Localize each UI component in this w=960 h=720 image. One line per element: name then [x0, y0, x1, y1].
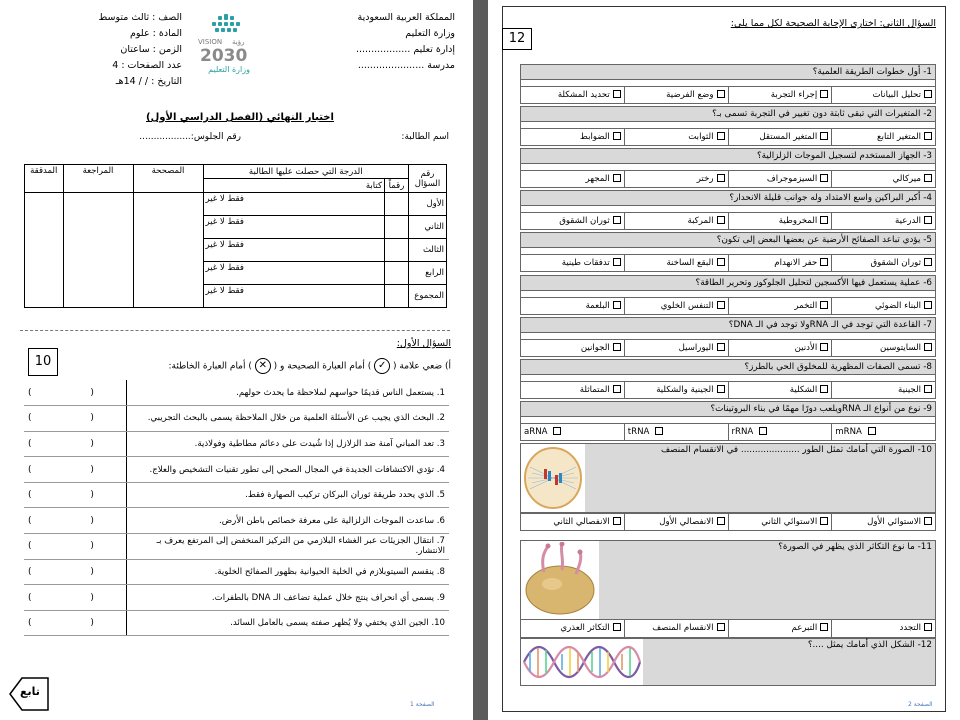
- options-row: [520, 86, 936, 104]
- grades-cell[interactable]: [385, 239, 409, 262]
- statement: 5. الذي يحدد طريقة ثوران البركان تركيب الصهارة فقط.: [126, 482, 449, 508]
- answer-brackets[interactable]: ( ): [24, 457, 126, 483]
- grades-header: المصححة: [133, 165, 203, 193]
- checkbox[interactable]: [717, 623, 725, 631]
- option-label: البناء الضوئي: [874, 300, 921, 311]
- option[interactable]: [728, 424, 832, 440]
- statement: 8. ينقسم السيتوبلازم في الخلية الحيوانية بظهور الصفائح الخلوية.: [126, 559, 449, 585]
- grades-subheader: كتابة: [203, 179, 384, 193]
- option[interactable]: [624, 424, 728, 440]
- checkbox[interactable]: [924, 343, 932, 351]
- question-11: [520, 540, 936, 620]
- statement: 2. البحث الذي يجيب عن الأسئلة العلمية من خلال الملاحظة يسمى بالبحث التجريبي.: [126, 406, 449, 432]
- checkbox[interactable]: [717, 132, 725, 140]
- grades-writing-cell[interactable]: فقط لا غير: [203, 216, 384, 239]
- option-label: التخمر: [794, 300, 818, 311]
- statement: 10. الجين الذي يختفي ولا يُظهر صفته يسمى بالعامل السائد.: [126, 610, 449, 636]
- question-text: 6- عملية يستعمل فيها الأكسجين لتحليل الجلوكوز وتحرير الطاقة؟: [520, 275, 936, 291]
- question-6: [520, 275, 936, 315]
- option-label: المتغير المستقل: [759, 132, 818, 143]
- option-label: البلعمة: [585, 300, 610, 311]
- option[interactable]: [831, 87, 935, 103]
- cross-mark-icon: ✕: [255, 358, 271, 374]
- instruction-text: ) أمام العبارة الخاطئة:: [168, 361, 252, 372]
- option-label: الدرعية: [895, 216, 921, 227]
- question-10-options: [520, 513, 936, 531]
- question-text: 5- يؤدي تباعد الصفائح الأرضية عن بعضها البعض إلى تكون؟: [520, 232, 936, 248]
- header-exam-info: [72, 10, 182, 90]
- checkbox[interactable]: [820, 385, 828, 393]
- option[interactable]: [728, 87, 832, 103]
- option[interactable]: [728, 340, 832, 356]
- check-mark-icon: ✓: [374, 358, 390, 374]
- checkbox[interactable]: [924, 216, 932, 224]
- header-line: الصف : ثالث متوسط: [98, 12, 182, 23]
- option-label: mRNA: [835, 426, 862, 437]
- grades-cell[interactable]: [25, 193, 64, 308]
- option[interactable]: [728, 382, 832, 398]
- question-11-options: [520, 620, 936, 638]
- option[interactable]: [521, 382, 624, 398]
- grades-row-label: المجموع: [409, 285, 447, 308]
- vision-2030-logo: [196, 14, 254, 78]
- option-label: الجوانين: [580, 342, 610, 353]
- checkbox[interactable]: [613, 174, 621, 182]
- answer-brackets[interactable]: ( ): [24, 585, 126, 611]
- checkbox[interactable]: [717, 385, 725, 393]
- option-label: tRNA: [627, 426, 650, 437]
- table-row: [24, 482, 449, 508]
- option[interactable]: الاستوائي الأول: [831, 514, 935, 530]
- checkbox[interactable]: [613, 385, 621, 393]
- option[interactable]: التبرعم: [728, 620, 832, 637]
- checkbox[interactable]: [717, 90, 725, 98]
- exam-page-2: [488, 0, 960, 720]
- table-row: [24, 380, 449, 406]
- checkbox[interactable]: [613, 343, 621, 351]
- grades-writing-cell[interactable]: فقط لا غير: [203, 262, 384, 285]
- svg-text:VISION: VISION: [198, 38, 223, 46]
- checkbox[interactable]: [820, 132, 828, 140]
- section-divider: [20, 330, 450, 331]
- question-2-heading: السؤال الثاني: اختاري الإجابة الصحيحة لكل مما يلي:: [730, 18, 936, 29]
- option[interactable]: [624, 382, 728, 398]
- option[interactable]: الانفصالي الأول: [624, 514, 728, 530]
- answer-brackets[interactable]: ( ): [24, 482, 126, 508]
- checkbox[interactable]: [717, 258, 725, 266]
- checkbox[interactable]: [759, 427, 767, 435]
- option[interactable]: [521, 340, 624, 356]
- statement: 9. يسمى أي انحراف ينتج خلال عملية تضاعف الـ DNA بالطفرات.: [126, 585, 449, 611]
- page-number: الصفحة 2: [908, 701, 933, 708]
- exam-title: اختبار النهائي (الفصل الدراسي الأول): [146, 112, 334, 123]
- svg-text:رؤية: رؤية: [232, 38, 245, 46]
- meiosis-cell-image: [522, 445, 584, 511]
- option[interactable]: [728, 129, 832, 145]
- option[interactable]: [521, 87, 624, 103]
- checkbox[interactable]: [924, 517, 932, 525]
- checkbox[interactable]: [924, 301, 932, 309]
- question-text: 7- القاعدة التي توجد في الـ RNAولا توجد في الـ DNA؟: [520, 317, 936, 333]
- grades-writing-cell[interactable]: فقط لا غير: [203, 285, 384, 308]
- option-label: السايتوسين: [879, 342, 921, 353]
- grades-row-label: الثاني: [409, 216, 447, 239]
- options-row: [520, 423, 936, 441]
- seat-number-field[interactable]: رقم الجلوس:..................: [139, 132, 241, 142]
- question-3: [520, 148, 936, 188]
- option[interactable]: [831, 340, 935, 356]
- option[interactable]: [521, 424, 624, 440]
- option-label: rRNA: [731, 426, 754, 437]
- question-12: [520, 638, 936, 686]
- question-4: [520, 190, 936, 230]
- grades-row-label: الرابع: [409, 262, 447, 285]
- grades-cell[interactable]: [133, 193, 203, 308]
- question-10: [520, 443, 936, 513]
- grades-table: [24, 164, 447, 308]
- answer-brackets[interactable]: ( ): [24, 508, 126, 534]
- student-name-field[interactable]: اسم الطالبة:: [401, 132, 449, 142]
- option-label: رختر: [696, 174, 714, 185]
- checkbox[interactable]: [820, 174, 828, 182]
- table-row: [24, 585, 449, 611]
- grades-writing-cell[interactable]: فقط لا غير: [203, 193, 384, 216]
- option-label: ثوران الشقوق: [870, 258, 921, 269]
- option-label: ميركالي: [892, 174, 921, 185]
- grades-header: المدققة: [25, 165, 64, 193]
- statement: 1. يستعمل الناس قديمًا حواسهم لملاحظة ما يحدث حولهم.: [126, 380, 449, 406]
- answer-brackets[interactable]: ( ): [24, 559, 126, 585]
- grades-writing-cell[interactable]: فقط لا غير: [203, 239, 384, 262]
- option[interactable]: [728, 213, 832, 229]
- grades-header: المراجعة: [63, 165, 133, 193]
- option-label: الثوابت: [688, 132, 714, 143]
- answer-brackets[interactable]: ( ): [24, 534, 126, 560]
- checkbox[interactable]: [613, 258, 621, 266]
- checkbox[interactable]: [613, 216, 621, 224]
- checkbox[interactable]: [553, 427, 561, 435]
- checkbox[interactable]: [613, 623, 621, 631]
- potato-sprouting-image: [522, 542, 598, 618]
- option[interactable]: الانقسام المنصف: [624, 620, 728, 637]
- svg-text:وزارة التعليم: وزارة التعليم: [208, 65, 250, 74]
- checkbox[interactable]: [820, 623, 828, 631]
- checkbox[interactable]: [924, 90, 932, 98]
- option-label: ثوران الشقوق: [559, 216, 610, 227]
- option-label: المجهر: [585, 174, 610, 185]
- checkbox[interactable]: [613, 517, 621, 525]
- header-line: عدد الصفحات : 4: [112, 60, 182, 71]
- option-label: الضوابط: [579, 132, 610, 143]
- question-8: [520, 359, 936, 399]
- option[interactable]: [521, 298, 624, 314]
- option-label: اليوراسيل: [678, 342, 714, 353]
- checkbox[interactable]: [820, 343, 828, 351]
- option[interactable]: [728, 255, 832, 271]
- options-row: [520, 297, 936, 315]
- option-label: إجراء التجربة: [770, 90, 818, 100]
- option-label: الشكلية: [789, 384, 818, 395]
- option[interactable]: [624, 171, 728, 187]
- statement: 4. تؤدي الاكتشافات الجديدة في المجال الصحي إلى تطور تقنيات التشخيص والعلاج.: [126, 457, 449, 483]
- option-label: تحديد المشكلة: [557, 90, 610, 100]
- question-2: [520, 106, 936, 146]
- checkbox[interactable]: [717, 174, 725, 182]
- options-row: [520, 381, 936, 399]
- option[interactable]: [831, 213, 935, 229]
- table-row: [24, 559, 449, 585]
- option[interactable]: [728, 298, 832, 314]
- question-text: 4- أكبر البراكين واسع الامتداد وله جوانب قليلة الانحدار؟: [520, 190, 936, 206]
- page-number: الصفحة 1: [410, 701, 435, 708]
- option-label: المتماثلة: [579, 384, 610, 395]
- option-label: تحليل البيانات: [872, 90, 921, 100]
- grades-cell[interactable]: [385, 285, 409, 308]
- option[interactable]: [728, 171, 832, 187]
- checkbox[interactable]: [820, 517, 828, 525]
- table-row: [24, 406, 449, 432]
- option[interactable]: التجدد: [831, 620, 935, 637]
- table-row: [24, 457, 449, 483]
- grades-cell[interactable]: [63, 193, 133, 308]
- grades-row-label: الثالث: [409, 239, 447, 262]
- option[interactable]: [831, 424, 935, 440]
- checkbox[interactable]: [820, 301, 828, 309]
- option-label: المخروطية: [778, 216, 818, 227]
- option[interactable]: [831, 129, 935, 145]
- option[interactable]: [831, 171, 935, 187]
- next-page-label: تابع: [20, 685, 40, 698]
- statement: 3. تعد المباني آمنة ضد الزلازل إذا شُيدت على دعائم مطاطية وفولاذية.: [126, 431, 449, 457]
- question-text: 11- ما نوع التكاثر الذي يظهر في الصورة؟: [599, 541, 935, 619]
- header-line: وزارة التعليم: [405, 28, 455, 39]
- question-1-score-box: 10: [28, 348, 58, 376]
- instruction-text: أ) ضعي علامة (: [393, 361, 451, 372]
- options-row: [520, 339, 936, 357]
- options-row: [520, 128, 936, 146]
- checkbox[interactable]: [717, 216, 725, 224]
- table-row: [24, 534, 449, 560]
- option[interactable]: الاستوائي الثاني: [728, 514, 832, 530]
- answer-brackets[interactable]: ( ): [24, 406, 126, 432]
- checkbox[interactable]: [924, 132, 932, 140]
- checkbox[interactable]: [924, 174, 932, 182]
- question-text: 2- المتغيرات التي تبقى ثابتة دون تغيير في التجربة تسمى بـ؟: [520, 106, 936, 122]
- option[interactable]: [624, 298, 728, 314]
- option-label: السيزموجراف: [766, 174, 818, 185]
- option-label: التنفس الخلوي: [660, 300, 714, 311]
- question-text: 8- تسمى الصفات المظهرية للمخلوق الحي بالطرز؟: [520, 359, 936, 375]
- option[interactable]: التكاثر العذري: [521, 620, 624, 637]
- option[interactable]: [521, 255, 624, 271]
- option-label: تدفقات طينية: [561, 258, 610, 269]
- question-text: 3- الجهاز المستخدم لتسجيل الموجات الزلزالية؟: [520, 148, 936, 164]
- option-label: وضع الفرضية: [666, 90, 714, 100]
- question-text: 12- الشكل الذي أمامك يمثل ....؟: [643, 639, 935, 685]
- table-row: [24, 610, 449, 636]
- option-label: حفر الانهدام: [774, 258, 818, 269]
- table-row: [24, 431, 449, 457]
- option[interactable]: [624, 87, 728, 103]
- question-1-heading: السؤال الأول:: [396, 338, 451, 349]
- option[interactable]: الانفصالي الثاني: [521, 514, 624, 530]
- option[interactable]: [831, 382, 935, 398]
- grades-cell[interactable]: [385, 262, 409, 285]
- option-label: الجينية: [898, 384, 921, 395]
- checkbox[interactable]: [820, 216, 828, 224]
- answer-brackets[interactable]: ( ): [24, 431, 126, 457]
- checkbox[interactable]: [717, 343, 725, 351]
- statement: 6. ساعدت الموجات الزلزالية على معرفة خصائص باطن الأرض.: [126, 508, 449, 534]
- checkbox[interactable]: [820, 90, 828, 98]
- question-1-instruction: [169, 358, 451, 374]
- header-line: التاريخ : / / 14هـ: [115, 76, 182, 87]
- instruction-text: ) أمام العبارة الصحيحة و (: [273, 361, 372, 372]
- header-ministry: [295, 10, 455, 74]
- true-false-table: [24, 380, 449, 636]
- option-label: البقع الساخنة: [666, 258, 714, 269]
- checkbox[interactable]: [924, 623, 932, 631]
- option-label: المركبة: [687, 216, 714, 227]
- checkbox[interactable]: [924, 385, 932, 393]
- checkbox[interactable]: [868, 427, 876, 435]
- checkbox[interactable]: [924, 258, 932, 266]
- options-row: [520, 212, 936, 230]
- dna-helix-image: [522, 640, 642, 684]
- exam-page-1: [0, 0, 473, 720]
- answer-brackets[interactable]: ( ): [24, 380, 126, 406]
- option[interactable]: [521, 129, 624, 145]
- option[interactable]: [624, 213, 728, 229]
- question-1: [520, 64, 936, 104]
- option[interactable]: [521, 213, 624, 229]
- question-text: 9- نوع من أنواع الـ RNAويلعب دورًا مهمًا في بناء البروتينات؟: [520, 401, 936, 417]
- header-line: مدرسة ......................: [357, 60, 455, 71]
- option-label: المتغير التابع: [877, 132, 921, 143]
- header-line: إدارة تعليم ..................: [355, 44, 455, 55]
- grades-cell[interactable]: [385, 193, 409, 216]
- checkbox[interactable]: [717, 301, 725, 309]
- checkbox[interactable]: [717, 517, 725, 525]
- table-row: [24, 508, 449, 534]
- option[interactable]: [624, 255, 728, 271]
- checkbox[interactable]: [820, 258, 828, 266]
- grades-row-label: الأول: [409, 193, 447, 216]
- next-page-button[interactable]: [8, 676, 50, 712]
- grades-header: رقم السؤال: [409, 165, 447, 193]
- question-9: [520, 401, 936, 441]
- option[interactable]: [624, 129, 728, 145]
- checkbox[interactable]: [655, 427, 663, 435]
- options-row: [520, 254, 936, 272]
- question-2-score-box: 12: [502, 28, 532, 50]
- option[interactable]: [624, 340, 728, 356]
- svg-text:2030: 2030: [200, 46, 248, 66]
- checkbox[interactable]: [613, 90, 621, 98]
- options-row: [520, 170, 936, 188]
- header-line: الزمن : ساعتان: [120, 44, 182, 55]
- answer-brackets[interactable]: ( ): [24, 610, 126, 636]
- question-text: 10- الصورة التي أمامك تمثل الطور ..................... في الانقسام المنصف: [585, 444, 935, 512]
- grades-cell[interactable]: [385, 216, 409, 239]
- header-line: المادة : علوم: [130, 28, 182, 39]
- option-label: الجينية والشكلية: [656, 384, 714, 395]
- question-5: [520, 232, 936, 272]
- statement: 7. انتقال الجزيئات عبر الغشاء البلازمي من التركيز المنخفض إلى المرتفع يعرف بـ الانتشار.: [126, 534, 449, 560]
- option[interactable]: [831, 255, 935, 271]
- grades-subheader: رقماً: [385, 179, 409, 193]
- option[interactable]: [831, 298, 935, 314]
- checkbox[interactable]: [613, 301, 621, 309]
- checkbox[interactable]: [613, 132, 621, 140]
- option-label: الأدنين: [794, 342, 818, 353]
- grades-header: الدرجة التي حصلت عليها الطالبة: [203, 165, 408, 179]
- option[interactable]: [521, 171, 624, 187]
- question-7: [520, 317, 936, 357]
- header-line: المملكة العربية السعودية: [357, 12, 455, 23]
- option-label: aRNA: [524, 426, 548, 437]
- question-text: 1- أول خطوات الطريقة العلمية؟: [520, 64, 936, 80]
